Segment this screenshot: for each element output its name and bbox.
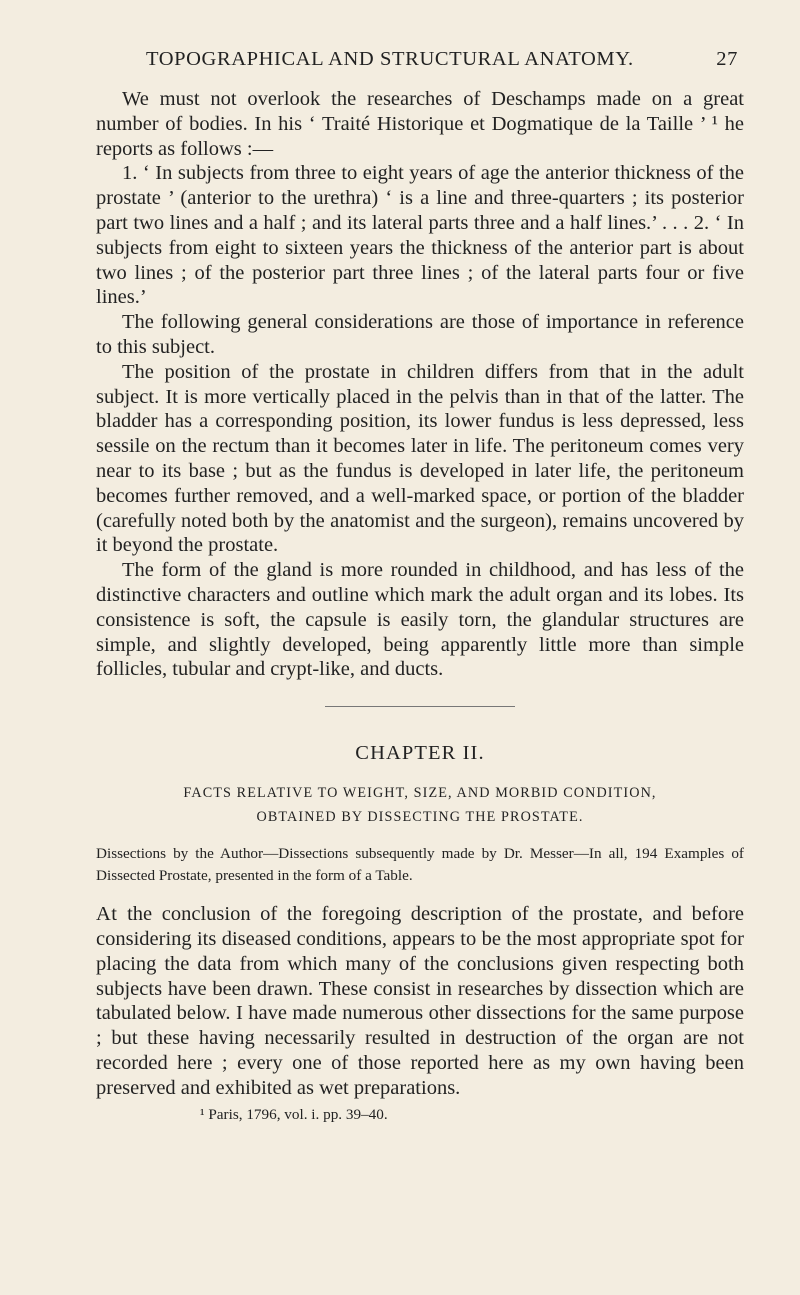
chapter-lead-word: At [96,903,118,926]
section-divider [325,706,515,707]
chapter-subtitle-line-1: FACTS RELATIVE TO WEIGHT, SIZE, AND MORBID CONDITION, [183,785,657,802]
chapter-body-text: the conclusion of the foregoing description of the prostate, and before considering its diseased conditions, appears to be the most appropriate spot for placing the data from which many of the conclusions given respecting both subjects have been drawn. These consist in researches by dissection which are tabulated below. I have made numerous other dissections for the same purpose ; but these having necessarily resulted in destruction of the organ are not recorded here ; every one of those reported here as my own having been preserved and exhibited as wet preparations. [96,903,745,1099]
running-title: TOPOGRAPHICAL AND STRUCTURAL ANATOMY. [146,48,634,70]
chapter-subtitle [96,781,744,829]
chapter-body-paragraph [96,902,744,1100]
page-number: 27 [716,48,738,70]
paragraph-deschamps: We must not overlook the researches of Deschamps made on a great number of bodies. In his ‘ Traité Historique et Dogmatique de la Taille ’ ¹ he reports as follows :— [96,88,744,160]
chapter-subtitle-line-2: OBTAINED BY DISSECTING THE PROSTATE. [256,809,584,826]
paragraph-measurements: 1. ‘ In subjects from three to eight years of age the anterior thickness of the prostate ’ (anterior to the urethra) ‘ is a line and three-quarters ; its posterior part two lines and a half ; and its lateral parts three and a half lines.’ . . . 2. ‘ In subjects from eight to sixteen years the thickness of the anterior part is about two lines ; of the posterior part three lines ; of the lateral parts four or five lines.’ [96,162,744,309]
footnote: ¹ Paris, 1796, vol. i. pp. 39–40. [200,1105,388,1123]
paragraph-form: The form of the gland is more rounded in childhood, and has less of the distinctive characters and outline which mark the adult organ and its lobes. Its consistence is soft, the capsule is easily torn, the glandular structures are simple, and slightly developed, being apparently little more than simple follicles, tubular and crypt-like, and ducts. [96,559,744,681]
paragraph-considerations: The following general considerations are those of importance in reference to this subject. [96,311,744,358]
chapter-summary: Dissections by the Author—Dissections subsequently made by Dr. Messer—In all, 194 Examples of Dissected Prostate, presented in the form of a Table. [96,845,744,885]
paragraph-position: The position of the prostate in children differs from that in the adult subject. It is more vertically placed in the pelvis than in that of the latter. The bladder has a corresponding position, its lower fundus is less depressed, less sessile on the rectum than it becomes later in life. The peritoneum comes very near to its base ; but as the fundus is developed in later life, the peritoneum becomes further removed, and a well-marked space, or portion of the bladder (carefully noted both by the anatomist and the surgeon), remains uncovered by it beyond the prostate. [96,360,744,557]
chapter-title: CHAPTER II. [355,742,485,765]
running-header [96,48,744,71]
